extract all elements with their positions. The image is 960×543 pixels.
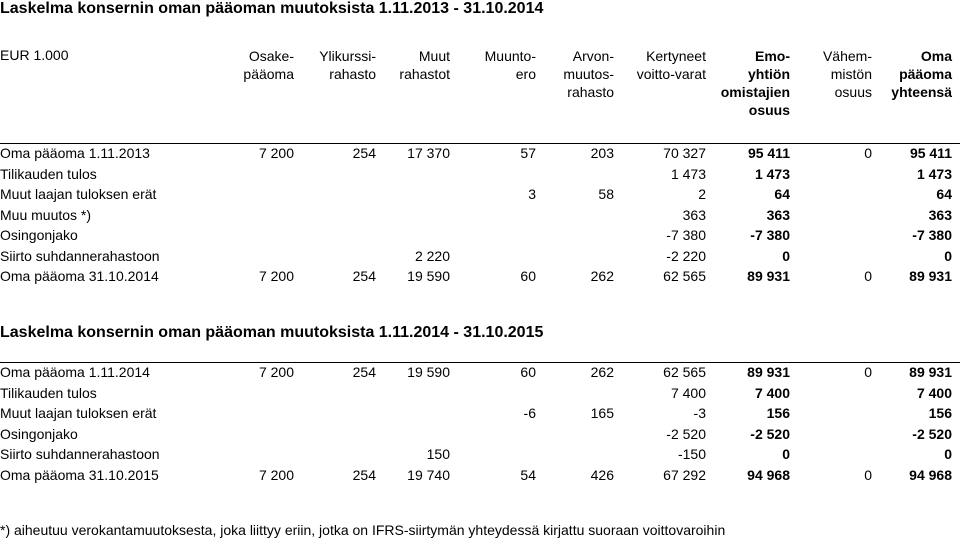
report-title-2015: Laskelma konsernin oman pääoman muutoksista 1.11.2014 - 31.10.2015 — [0, 324, 544, 341]
table-cell: -3 — [693, 405, 706, 421]
table-cell: 262 — [590, 364, 614, 380]
row-label: Osingonjako — [0, 425, 78, 442]
header-line: Muut — [418, 48, 450, 64]
table-cell: 89 931 — [909, 364, 952, 380]
row-label: Muu muutos *) — [0, 206, 92, 223]
table-cell: 94 968 — [747, 466, 790, 483]
header-line: Muunto- — [484, 48, 536, 64]
header-osakepaaoma — [243, 47, 294, 83]
row-label: Osingonjako — [0, 227, 78, 243]
table-cell: 89 931 — [747, 364, 790, 380]
table-cell: -2 520 — [912, 425, 952, 442]
table-cell: 62 565 — [663, 364, 706, 380]
table-cell: 1 473 — [916, 165, 952, 182]
table-cell: 70 327 — [663, 145, 706, 161]
header-line: osuus — [748, 102, 790, 118]
table-row — [0, 403, 960, 423]
table-row — [0, 266, 960, 286]
table-cell: -7 380 — [912, 227, 952, 243]
table-cell: 2 220 — [414, 247, 450, 264]
header-line: ero — [515, 66, 536, 82]
table-cell: 3 — [528, 186, 536, 202]
header-line: Ylikurssi- — [319, 48, 376, 64]
table-cell: 0 — [782, 446, 790, 462]
table-row — [0, 225, 960, 245]
table-cell: 254 — [352, 268, 376, 284]
row-label: Tilikauden tulos — [0, 165, 97, 182]
header-line: voitto-varat — [636, 66, 706, 82]
table-cell: 363 — [766, 206, 790, 223]
row-label: Oma pääoma 1.11.2014 — [0, 364, 150, 380]
table-cell: -7 380 — [750, 227, 790, 243]
table-cell: -2 520 — [666, 425, 706, 442]
table-row — [0, 143, 960, 164]
currency-unit: EUR 1.000 — [0, 47, 69, 63]
header-ylikurssirahasto — [319, 47, 376, 83]
table-row — [0, 424, 960, 444]
table-cell: 1 473 — [754, 165, 790, 182]
table-cell: -150 — [677, 446, 706, 462]
table-cell: 64 — [936, 186, 952, 202]
table-row — [0, 383, 960, 403]
table-cell: 0 — [864, 145, 872, 161]
table-cell: 203 — [590, 145, 614, 161]
header-line: mistön — [830, 66, 872, 82]
header-kertyneet-voittovarat — [637, 47, 706, 83]
table-cell: 19 740 — [407, 466, 450, 483]
table-cell: 60 — [520, 268, 536, 284]
table-cell: 7 200 — [258, 145, 294, 161]
table-cell: 363 — [928, 206, 952, 223]
header-line: rahastot — [399, 66, 450, 82]
table-cell: 156 — [928, 405, 952, 421]
row-label: Oma pääoma 1.11.2013 — [0, 145, 150, 161]
table-cell: 0 — [782, 247, 790, 264]
header-line: rahasto — [329, 66, 376, 82]
header-line: Emo- — [755, 48, 790, 64]
table-cell: -6 — [523, 405, 536, 421]
header-line: yhtiön — [748, 66, 790, 82]
table-cell: 17 370 — [407, 145, 450, 161]
header-muuntoero — [485, 47, 536, 83]
table-cell: 54 — [520, 466, 536, 483]
table-cell: 89 931 — [909, 268, 952, 284]
table-cell: 64 — [774, 186, 790, 202]
table-row — [0, 246, 960, 266]
table-cell: 95 411 — [747, 145, 790, 161]
table-cell: 363 — [682, 206, 706, 223]
header-vahemmiston-osuus — [823, 47, 872, 101]
table-cell: -7 380 — [666, 227, 706, 243]
table-cell: 94 968 — [909, 466, 952, 483]
header-line: Oma — [920, 48, 952, 64]
row-label: Siirto suhdannerahastoon — [0, 446, 160, 462]
table-cell: 62 565 — [663, 268, 706, 284]
table-cell: 89 931 — [747, 268, 790, 284]
row-label: Muut laajan tuloksen erät — [0, 186, 157, 202]
header-line: Arvon- — [572, 48, 614, 64]
table-cell: 426 — [590, 466, 614, 483]
table-cell: 0 — [944, 446, 952, 462]
table-row — [0, 205, 960, 225]
header-line: Osake- — [248, 48, 294, 64]
table-cell: 0 — [944, 247, 952, 264]
report-title-2014: Laskelma konsernin oman pääoman muutoksista 1.11.2013 - 31.10.2014 — [0, 0, 544, 17]
header-line: omistajien — [720, 84, 790, 100]
table-cell: 7 200 — [258, 364, 294, 380]
table-cell: 60 — [520, 364, 536, 380]
row-label: Tilikauden tulos — [0, 384, 97, 401]
header-line: Vähem- — [822, 48, 872, 64]
table-cell: 7 400 — [670, 384, 706, 401]
table-cell: 7 400 — [754, 384, 790, 401]
table-cell: 7 200 — [258, 268, 294, 284]
table-cell: -2 220 — [666, 247, 706, 264]
table-cell: 58 — [598, 186, 614, 202]
table-cell: 95 411 — [909, 145, 952, 161]
header-emoyhtion-osuus — [721, 47, 790, 119]
table-row — [0, 444, 960, 464]
header-muut-rahastot — [399, 47, 450, 83]
table-cell: 57 — [520, 145, 536, 161]
table-cell: 1 473 — [670, 165, 706, 182]
header-line: muutos- — [563, 66, 614, 82]
table-cell: 254 — [352, 145, 376, 161]
table-cell: 67 292 — [663, 466, 706, 483]
header-line: rahasto — [567, 84, 614, 100]
row-label: Oma pääoma 31.10.2015 — [0, 466, 159, 483]
table-cell: 0 — [864, 364, 872, 380]
row-label: Oma pääoma 31.10.2014 — [0, 268, 159, 284]
row-label: Muut laajan tuloksen erät — [0, 405, 157, 421]
table-cell: 0 — [864, 466, 872, 483]
table-row — [0, 362, 960, 383]
header-arvonmuutosrahasto — [563, 47, 614, 101]
header-line: pääoma — [899, 66, 952, 82]
table-cell: 150 — [426, 446, 450, 462]
header-oma-paaoma-yhteensa — [891, 47, 952, 101]
header-line: yhteensä — [891, 84, 952, 100]
table-cell: 165 — [590, 405, 614, 421]
table-row — [0, 164, 960, 184]
footnote: *) aiheutuu verokantamuutoksesta, joka liittyy eriin, jotka on IFRS-siirtymän yhteydessä kirjattu suoraan voittovaroihin — [0, 522, 726, 538]
header-line: Kertyneet — [646, 48, 706, 64]
header-line: osuus — [834, 84, 872, 100]
table-cell: 254 — [352, 364, 376, 380]
table-cell: 7 400 — [916, 384, 952, 401]
table-cell: 156 — [766, 405, 790, 421]
header-line: pääoma — [243, 66, 294, 82]
table-row — [0, 184, 960, 204]
table-cell: 2 — [698, 186, 706, 202]
table-cell: 7 200 — [258, 466, 294, 483]
table-cell: 19 590 — [407, 268, 450, 284]
table-cell: 254 — [352, 466, 376, 483]
table-cell: 262 — [590, 268, 614, 284]
table-cell: -2 520 — [750, 425, 790, 442]
table-cell: 19 590 — [407, 364, 450, 380]
table-cell: 0 — [864, 268, 872, 284]
table-row — [0, 465, 960, 485]
row-label: Siirto suhdannerahastoon — [0, 247, 160, 264]
